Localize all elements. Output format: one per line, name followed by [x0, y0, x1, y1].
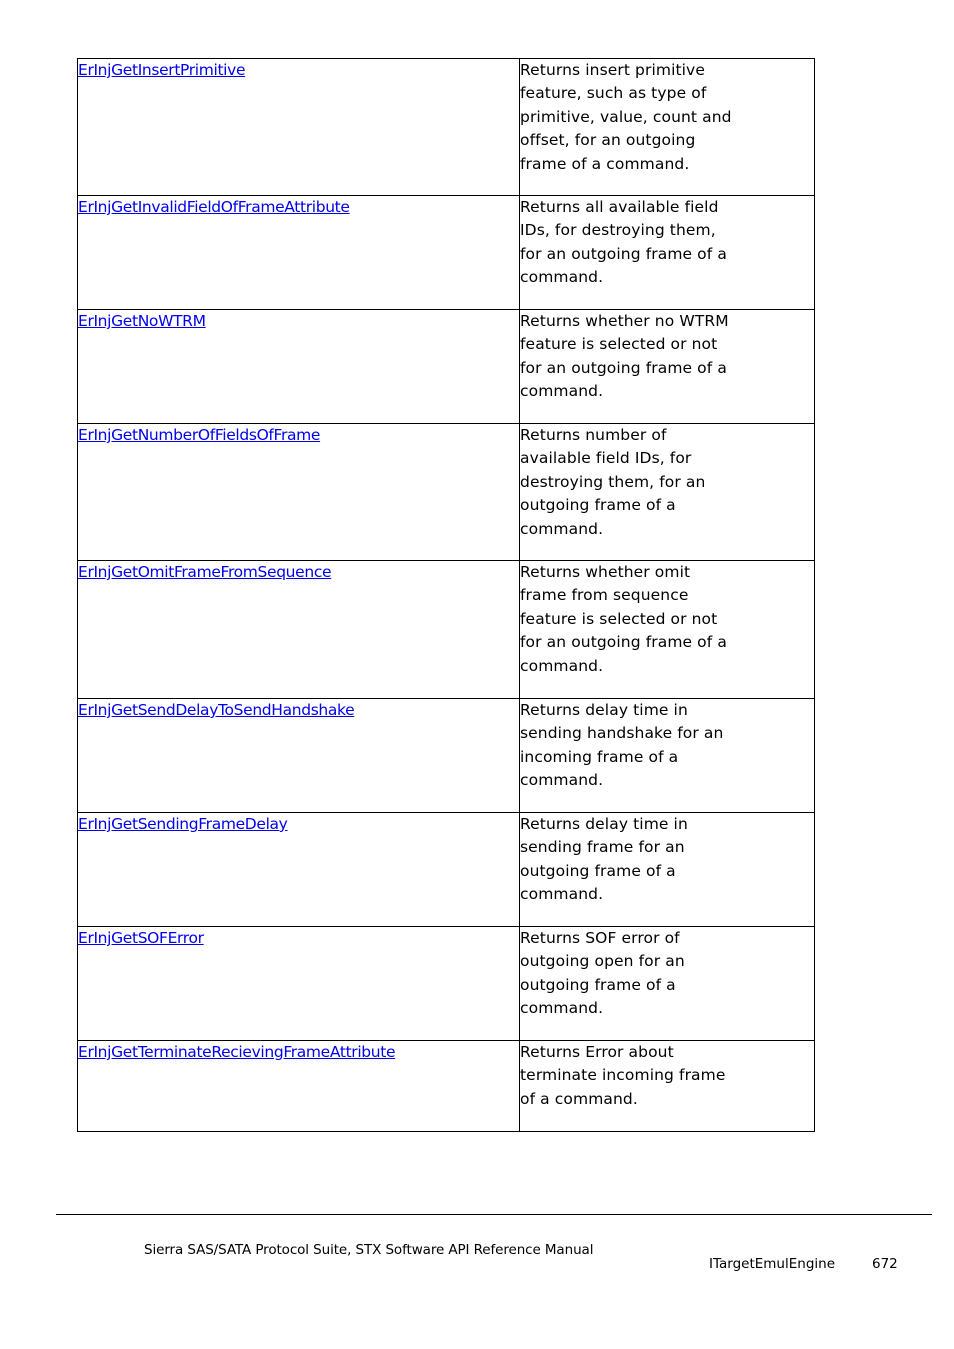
function-link-erinjgetterminaterecievingframeattribute[interactable]: ErInjGetTerminateRecievingFrameAttribute — [78, 1043, 396, 1061]
function-name-cell — [78, 196, 520, 310]
function-name-cell — [78, 699, 520, 813]
function-link-erinjgetnumberoffieldsofframe[interactable]: ErInjGetNumberOfFieldsOfFrame — [78, 426, 321, 444]
function-description: Returns Error about terminate incoming frame of a command. — [520, 1043, 726, 1108]
function-name-cell — [78, 561, 520, 699]
api-function-table-body — [78, 59, 815, 1132]
table-row — [78, 813, 815, 927]
function-description: Returns delay time in sending frame for an outgoing frame of a command. — [520, 815, 688, 904]
footer-divider — [56, 1214, 932, 1215]
table-row — [78, 699, 815, 813]
function-name-cell — [78, 1041, 520, 1132]
footer-section-name: ITargetEmulEngine — [709, 1256, 836, 1272]
function-description-cell — [520, 196, 815, 310]
function-link-erinjgetinvalidfieldofframeattribute[interactable]: ErInjGetInvalidFieldOfFrameAttribute — [78, 198, 350, 216]
function-description-cell — [520, 699, 815, 813]
function-description-cell — [520, 59, 815, 196]
function-link-erinjgetnowtrm[interactable]: ErInjGetNoWTRM — [78, 312, 206, 330]
api-function-table — [77, 58, 815, 1132]
function-link-erinjgetomitframefromsequence[interactable]: ErInjGetOmitFrameFromSequence — [78, 563, 332, 581]
function-description: Returns all available field IDs, for destroying them, for an outgoing frame of a command. — [520, 198, 727, 287]
function-name-cell — [78, 59, 520, 196]
function-link-erinjgetsoferror[interactable]: ErInjGetSOFError — [78, 929, 204, 947]
function-name-cell — [78, 310, 520, 424]
function-description-cell — [520, 424, 815, 561]
table-row — [78, 424, 815, 561]
function-description: Returns number of available field IDs, for destroying them, for an outgoing frame of a command. — [520, 426, 706, 538]
table-row — [78, 927, 815, 1041]
function-name-cell — [78, 927, 520, 1041]
function-description-cell — [520, 927, 815, 1041]
footer-manual-title: Sierra SAS/SATA Protocol Suite, STX Software API Reference Manual — [144, 1242, 594, 1258]
function-link-erinjgetinsertprimitive[interactable]: ErInjGetInsertPrimitive — [78, 61, 246, 79]
function-name-cell — [78, 813, 520, 927]
function-description-cell — [520, 310, 815, 424]
function-description: Returns delay time in sending handshake for an incoming frame of a command. — [520, 701, 724, 790]
table-row — [78, 310, 815, 424]
function-description-cell — [520, 1041, 815, 1132]
footer-page-number: 672 — [872, 1256, 898, 1272]
table-row — [78, 1041, 815, 1132]
table-row — [78, 59, 815, 196]
table-row — [78, 196, 815, 310]
function-description-cell — [520, 561, 815, 699]
table-row — [78, 561, 815, 699]
function-description: Returns SOF error of outgoing open for an outgoing frame of a command. — [520, 929, 685, 1018]
function-link-erinjgetsendingframedelay[interactable]: ErInjGetSendingFrameDelay — [78, 815, 288, 833]
function-description: Returns insert primitive feature, such as type of primitive, value, count and offset, for an outgoing frame of a command. — [520, 61, 732, 173]
function-description-cell — [520, 813, 815, 927]
function-link-erinjgetsenddelaytosendhandshake[interactable]: ErInjGetSendDelayToSendHandshake — [78, 701, 355, 719]
function-name-cell — [78, 424, 520, 561]
function-description: Returns whether omit frame from sequence feature is selected or not for an outgoing frame of a command. — [520, 563, 727, 675]
function-description: Returns whether no WTRM feature is selected or not for an outgoing frame of a command. — [520, 312, 729, 401]
